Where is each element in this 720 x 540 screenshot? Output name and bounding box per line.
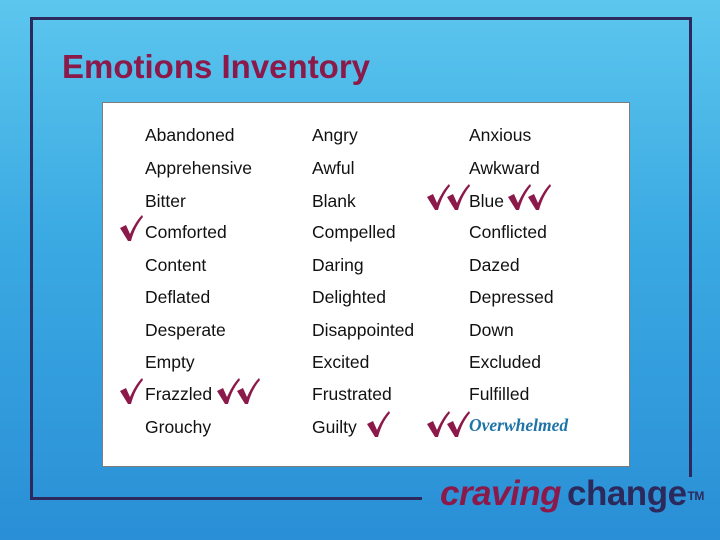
- frame-bottom-line: [30, 497, 422, 500]
- emotion-word: Excited: [312, 352, 370, 372]
- double-check-icon: [426, 410, 470, 438]
- double-check-icon: [507, 183, 551, 211]
- check-icon: [119, 214, 143, 242]
- emotion-word: Abandoned: [145, 125, 235, 145]
- emotion-word: Blue: [469, 191, 505, 211]
- double-check-icon: [426, 183, 470, 211]
- emotion-word: Daring: [312, 255, 364, 275]
- emotion-word: Grouchy: [145, 417, 212, 437]
- emotion-word: Anxious: [469, 125, 532, 145]
- emotion-word: Excluded: [469, 352, 541, 372]
- emotion-word: Frustrated: [312, 384, 392, 404]
- emotion-word: Empty: [145, 352, 195, 372]
- check-icon: [366, 410, 390, 438]
- emotion-word: Down: [469, 320, 514, 340]
- emotion-word: Blank: [312, 191, 356, 211]
- emotion-word: Depressed: [469, 287, 554, 307]
- craving-change-logo: [440, 472, 704, 516]
- logo-word-change: change: [567, 474, 687, 513]
- frame-left-line: [30, 17, 33, 500]
- emotion-word: Guilty: [312, 417, 357, 437]
- emotion-word: Compelled: [312, 222, 396, 242]
- frame-right-line: [689, 17, 692, 477]
- emotion-word: Delighted: [312, 287, 386, 307]
- emotion-word: Dazed: [469, 255, 520, 275]
- emotion-word: Conflicted: [469, 222, 547, 242]
- slide-title: Emotions Inventory: [62, 48, 371, 85]
- emotion-word: Apprehensive: [145, 158, 253, 178]
- emotion-word: Comforted: [145, 222, 227, 242]
- emotion-word: Deflated: [145, 287, 211, 307]
- emotion-word-highlighted: Overwhelmed: [469, 415, 569, 435]
- emotion-word: Bitter: [145, 191, 186, 211]
- double-check-icon: [216, 377, 260, 405]
- emotion-word: Disappointed: [312, 320, 415, 340]
- check-icon: [119, 377, 143, 405]
- trademark-mark: TM: [687, 489, 704, 503]
- frame-top-line: [30, 17, 692, 20]
- emotion-word: Fulfilled: [469, 384, 530, 404]
- emotion-word: Awful: [312, 158, 355, 178]
- emotion-word: Desperate: [145, 320, 226, 340]
- emotion-word: Angry: [312, 125, 358, 145]
- logo-word-craving: craving: [440, 474, 561, 513]
- emotion-word: Content: [145, 255, 207, 275]
- emotion-word: Awkward: [469, 158, 540, 178]
- emotion-word: Frazzled: [145, 384, 213, 404]
